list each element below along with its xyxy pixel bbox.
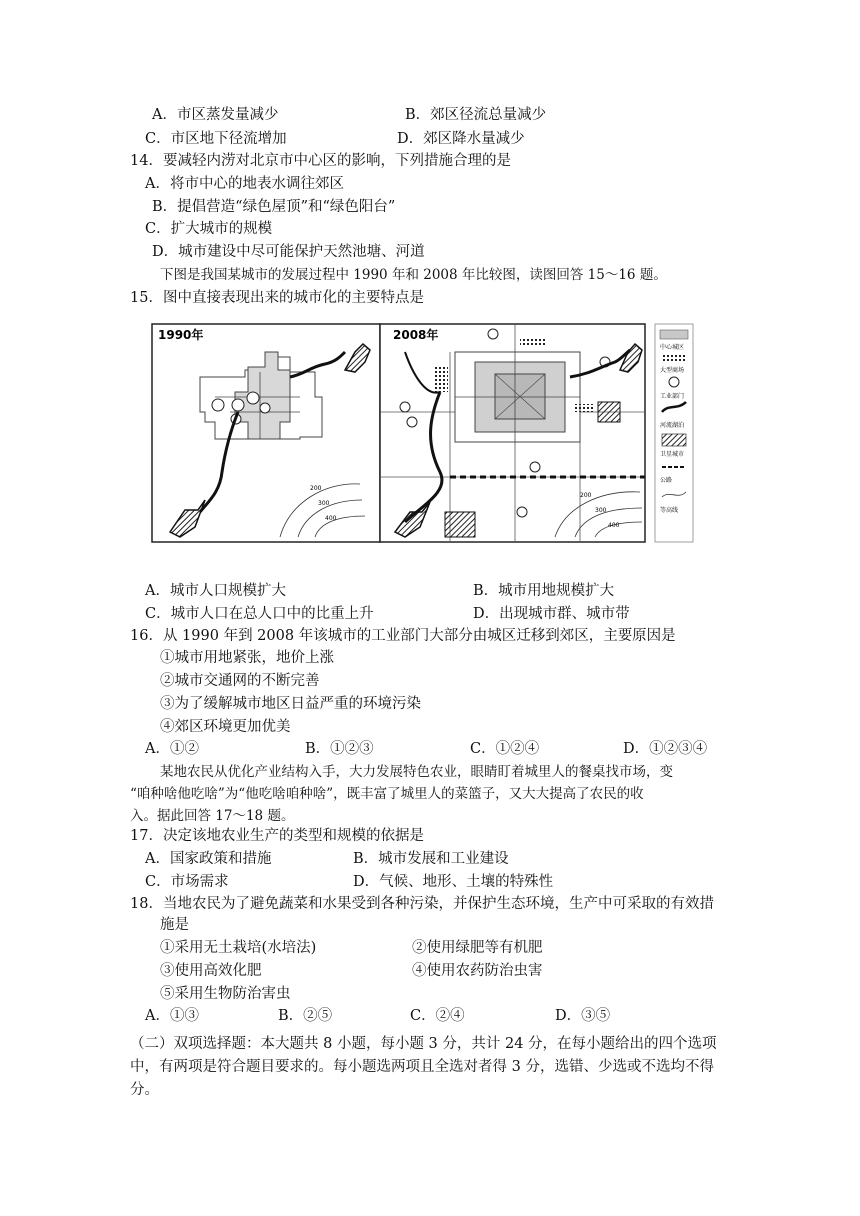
intro-17-18-line1: 某地农民从优化产业结构入手，大力发展特色农业，眼睛盯着城里人的餐桌找市场，变	[160, 764, 673, 780]
q18-stem-line2: 施是	[160, 917, 189, 933]
q15-option-a: A．城市人口规模扩大	[145, 583, 286, 599]
q15-option-c: C．城市人口在总人口中的比重上升	[145, 606, 374, 622]
q18-option-c: C．②④	[410, 1008, 465, 1024]
q15-option-d: D．出现城市群、城市带	[473, 606, 630, 622]
legend-highway: 公路	[660, 477, 673, 484]
q14-option-c: C．扩大城市的规模	[145, 221, 273, 237]
section2-line1: （二）双项选择题：本大题共 8 小题，每小题 3 分，共计 24 分，在每小题给出的四个选项	[130, 1036, 717, 1052]
contour-label-400-1990: 400	[325, 515, 337, 522]
legend-contour: 等高线	[660, 507, 679, 514]
q15-stem: 15．图中直接表现出来的城市化的主要特点是	[130, 290, 424, 306]
map-panel-1990	[152, 324, 380, 542]
q16-item-4: ④郊区环境更加优美	[160, 719, 291, 735]
q16-option-d: D．①②③④	[623, 741, 708, 757]
q13-option-b: B．郊区径流总量减少	[405, 107, 547, 123]
q18-item-3: ③使用高效化肥	[160, 963, 262, 979]
intro-17-18-line2: “咱种啥他吃啥”为“他吃啥咱种啥”，既丰富了城里人的菜篮子，又大大提高了农民的收	[130, 786, 644, 802]
q14-option-a: A．将市中心的地表水调往郊区	[145, 176, 344, 192]
q18-stem-line1: 18．当地农民为了避免蔬菜和水果受到各种污染，并保护生态环境，生产中可采取的有效措	[130, 896, 714, 912]
q16-item-3: ③为了缓解城市地区日益严重的环境污染	[160, 696, 421, 712]
q16-item-1: ①城市用地紧张，地价上涨	[160, 650, 334, 666]
legend-river-lake: 河流湖泊	[660, 422, 685, 429]
panel-2008-title: 2008年	[393, 328, 439, 342]
map-legend	[655, 324, 693, 542]
q16-option-a: A．①②	[145, 741, 199, 757]
contour-label-400-2008: 400	[608, 522, 620, 529]
intro-17-18-line3: 入。据此回答 17～18 题。	[130, 808, 295, 824]
q16-option-b: B．①②③	[305, 741, 374, 757]
panel-1990-title: 1990年	[158, 328, 204, 342]
legend-shopping-mall: 大型商场	[660, 367, 685, 374]
q13-option-c: C．市区地下径流增加	[145, 131, 287, 147]
contour-label-300-1990: 300	[318, 500, 330, 507]
q18-option-b: B．②⑤	[278, 1008, 333, 1024]
city-development-map	[150, 322, 695, 550]
q14-option-d: D．城市建设中尽可能保护天然池塘、河道	[152, 244, 425, 260]
q17-stem: 17．决定该地农业生产的类型和规模的依据是	[130, 828, 424, 844]
q18-item-1: ①采用无土栽培(水培法)	[160, 940, 317, 956]
q14-option-b: B．提倡营造“绿色屋顶”和“绿色阳台”	[152, 199, 396, 215]
q18-option-a: A．①③	[145, 1008, 199, 1024]
q16-option-c: C．①②④	[470, 741, 540, 757]
section2-line3: 分。	[130, 1082, 159, 1098]
q18-item-5: ⑤采用生物防治害虫	[160, 986, 291, 1002]
q14-stem: 14．要减轻内涝对北京市中心区的影响，下列措施合理的是	[130, 153, 511, 169]
contour-label-200-1990: 200	[310, 485, 322, 492]
q17-option-a: A．国家政策和措施	[145, 851, 272, 867]
legend-satellite-city: 卫星城市	[660, 451, 685, 458]
q15-option-b: B．城市用地规模扩大	[473, 583, 615, 599]
q18-option-d: D．③⑤	[555, 1008, 611, 1024]
contour-label-200-2008: 200	[580, 492, 592, 499]
legend-central-district: 中心城区	[660, 344, 685, 351]
q13-option-d: D．郊区降水量减少	[397, 131, 525, 147]
map-panel-2008	[380, 324, 645, 542]
q13-option-a: A．市区蒸发量减少	[152, 107, 279, 123]
q17-option-b: B．城市发展和工业建设	[353, 851, 509, 867]
legend-industry: 工业部门	[660, 393, 685, 400]
q18-item-2: ②使用绿肥等有机肥	[412, 940, 543, 956]
q17-option-d: D．气候、地形、土壤的特殊性	[353, 874, 554, 890]
q17-option-c: C．市场需求	[145, 874, 229, 890]
section2-line2: 中，有两项是符合题目要求的。每小题选两项且全选对者得 3 分，选错、少选或不选均不得	[130, 1059, 714, 1075]
q18-item-4: ④使用农药防治虫害	[412, 963, 543, 979]
q16-stem: 16．从 1990 年到 2008 年该城市的工业部门大部分由城区迁移到郊区，主要原因是	[130, 628, 676, 644]
intro-15-16: 下图是我国某城市的发展过程中 1990 年和 2008 年比较图，读图回答 15～16 题。	[160, 267, 667, 283]
q16-item-2: ②城市交通网的不断完善	[160, 673, 320, 689]
contour-label-300-2008: 300	[595, 507, 607, 514]
